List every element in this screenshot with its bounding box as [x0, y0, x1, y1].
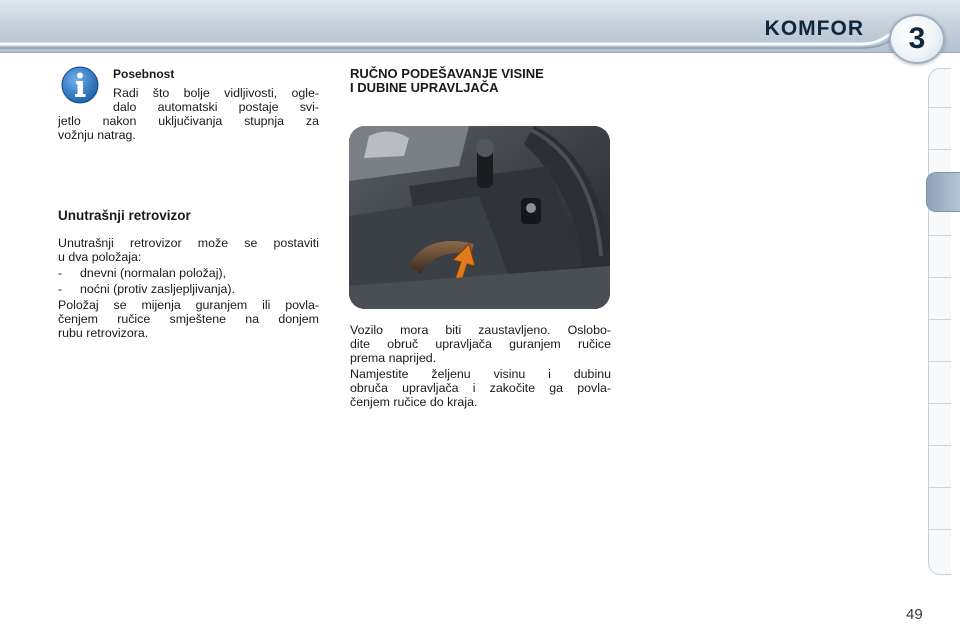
tab-divider	[929, 107, 951, 108]
chapter-number: 3	[908, 22, 926, 55]
info-title: Posebnost	[113, 67, 175, 81]
mirror-outro-line-1: Položaj se mijenja guranjem ili povla-	[58, 298, 319, 312]
mirror-bullet-dash: -	[58, 266, 63, 280]
steering-lever-illustration	[349, 126, 610, 309]
info-line-1: Radi što bolje vidljivosti, ogle-	[113, 86, 319, 100]
tab-divider	[929, 277, 951, 278]
mirror-bullet-day: dnevni (normalan položaj),	[80, 266, 227, 280]
info-line-4: vožnju natrag.	[58, 128, 136, 142]
mirror-section-title: Unutrašnji retrovizor	[58, 208, 191, 223]
steering-p2-line-2: obruča upravljača i zakočite ga povla-	[350, 381, 611, 395]
steering-lever-photo	[349, 126, 610, 309]
steering-p2-line-3: čenjem ručice do kraja.	[350, 395, 478, 409]
chapter-tab-bar	[928, 68, 951, 575]
tab-divider	[929, 319, 951, 320]
tab-divider	[929, 487, 951, 488]
tab-divider	[929, 361, 951, 362]
chapter-tab-active[interactable]	[926, 172, 960, 212]
tab-divider	[929, 149, 951, 150]
chapter-title: KOMFOR	[764, 17, 864, 40]
tab-divider	[929, 445, 951, 446]
mirror-bullet-dash: -	[58, 282, 63, 296]
chapter-number-badge	[889, 14, 945, 64]
mirror-intro-line-2: u dva položaja:	[58, 250, 142, 264]
steering-p2-line-1: Namjestite željenu visinu i dubinu	[350, 367, 611, 381]
steering-p1-line-3: prema naprijed.	[350, 351, 437, 365]
mirror-bullet-night: noćni (protiv zasljepljivanja).	[80, 282, 235, 296]
mirror-outro-line-3: rubu retrovizora.	[58, 326, 149, 340]
info-line-3: jetlo nakon uključivanja stupnja za	[58, 114, 319, 128]
info-line-2: dalo automatski postaje svi-	[113, 100, 319, 114]
mirror-outro-line-2: čenjem ručice smještene na donjem	[58, 312, 319, 326]
tab-divider	[929, 403, 951, 404]
tab-divider	[929, 529, 951, 530]
steering-section-title-line-2: I DUBINE UPRAVLJAČA	[350, 80, 499, 95]
tab-divider	[929, 235, 951, 236]
info-icon	[61, 66, 99, 104]
steering-p1-line-2: dite obruč upravljača guranjem ručice	[350, 337, 611, 351]
steering-section-title-line-1: RUČNO PODEŠAVANJE VISINE	[350, 66, 544, 81]
mirror-intro-line-1: Unutrašnji retrovizor može se postaviti	[58, 236, 319, 250]
page-header	[0, 0, 960, 53]
steering-p1-line-1: Vozilo mora biti zaustavljeno. Oslobo-	[350, 323, 611, 337]
page-number: 49	[906, 606, 923, 623]
